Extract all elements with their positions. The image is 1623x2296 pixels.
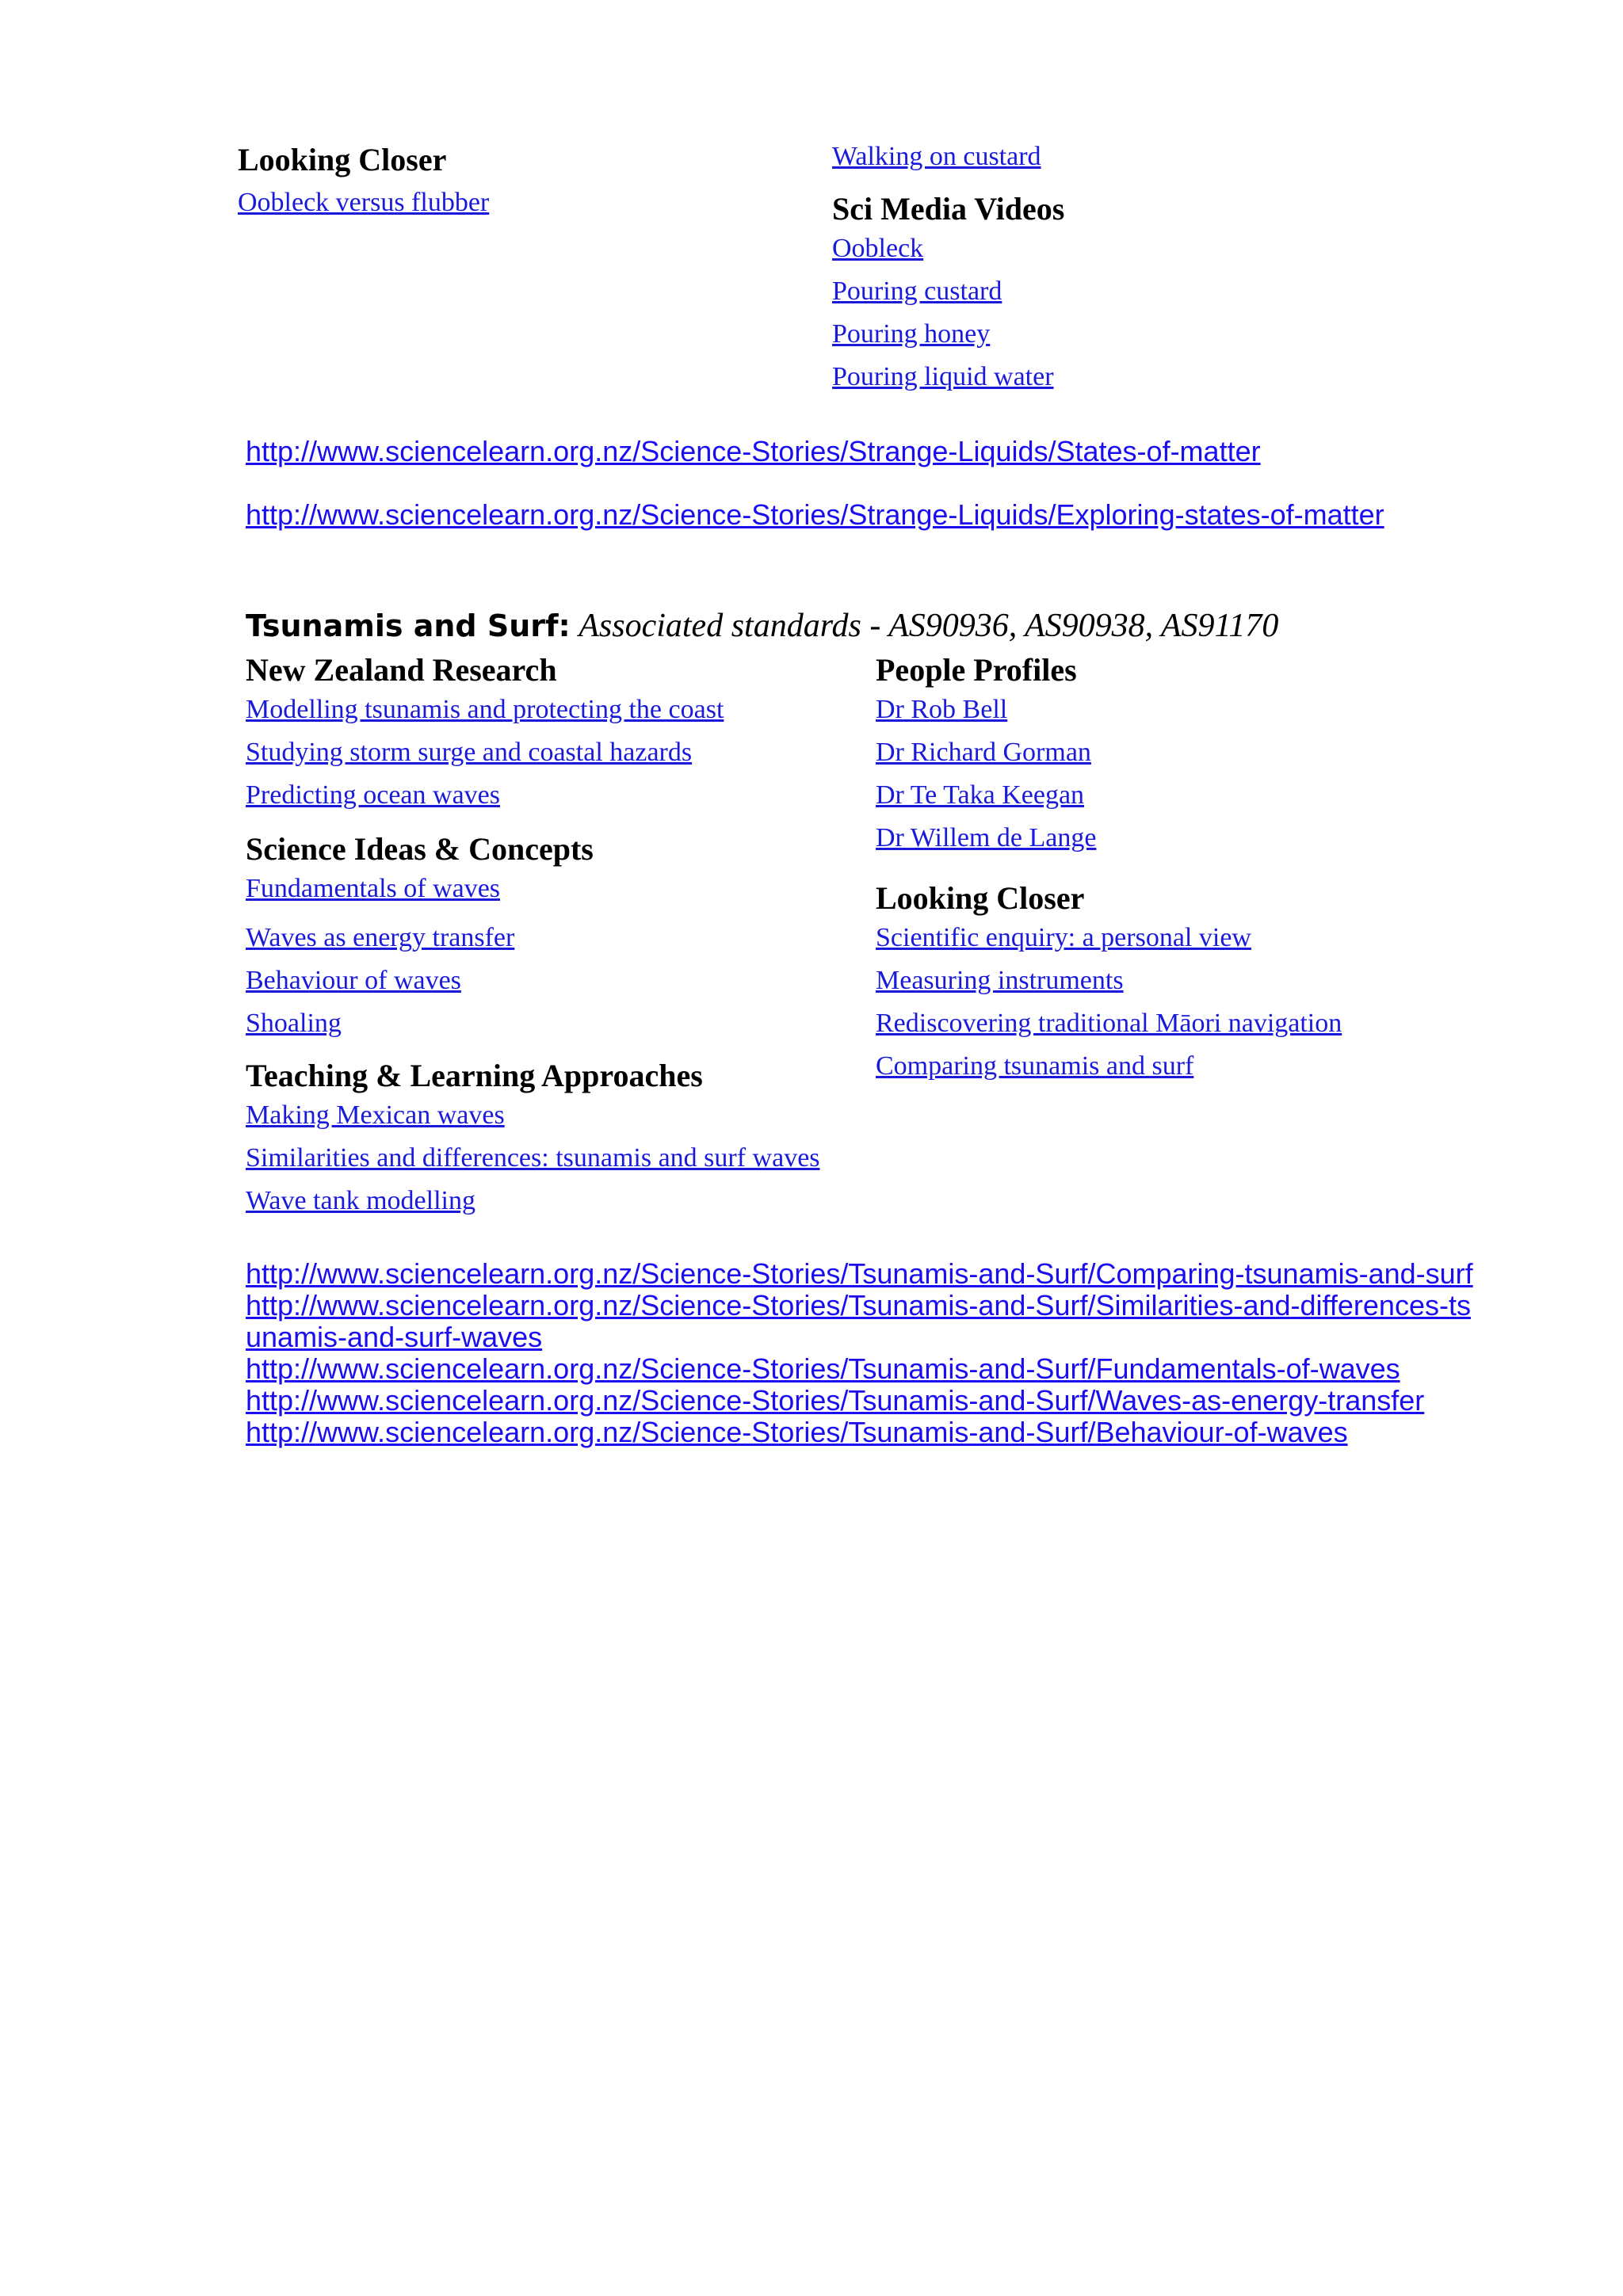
link-dr-te-taka-keegan[interactable]: Dr Te Taka Keegan bbox=[876, 780, 1085, 810]
sl-looking-closer-section bbox=[238, 141, 489, 219]
url-comparing-tsunamis-and-surf[interactable]: http://www.sciencelearn.org.nz/Science-Stories/Tsunamis-and-Surf/Comparing-tsunamis-and-surf bbox=[246, 1257, 1473, 1290]
link-fundamentals-of-waves[interactable]: Fundamentals of waves bbox=[246, 874, 501, 903]
link-rediscovering-maori-navigation[interactable]: Rediscovering traditional Māori navigation bbox=[876, 1009, 1342, 1038]
science-ideas-heading: Science Ideas & Concepts bbox=[246, 831, 594, 867]
link-walking-on-custard[interactable]: Walking on custard bbox=[832, 142, 1041, 171]
link-predicting-ocean-waves[interactable]: Predicting ocean waves bbox=[246, 780, 500, 810]
link-waves-energy-transfer[interactable]: Waves as energy transfer bbox=[246, 923, 515, 952]
tsunamis-title: Tsunamis and Surf: bbox=[246, 608, 571, 643]
link-oobleck-vs-flubber[interactable]: Oobleck versus flubber bbox=[238, 188, 490, 217]
tsunamis-title-line bbox=[246, 607, 1278, 645]
url-behaviour-of-waves[interactable]: http://www.sciencelearn.org.nz/Science-Stories/Tsunamis-and-Surf/Behaviour-of-waves bbox=[246, 1416, 1348, 1448]
link-pouring-custard[interactable]: Pouring custard bbox=[832, 277, 1002, 306]
link-pouring-honey[interactable]: Pouring honey bbox=[832, 319, 991, 349]
link-oobleck[interactable]: Oobleck bbox=[832, 234, 924, 263]
sl-walking-link-wrap bbox=[832, 141, 1041, 173]
link-pouring-liquid-water[interactable]: Pouring liquid water bbox=[832, 362, 1054, 391]
link-studying-storm-surge[interactable]: Studying storm surge and coastal hazards bbox=[246, 738, 693, 767]
sl-url-2-wrap bbox=[246, 499, 1384, 531]
sl-url-1-wrap bbox=[246, 436, 1261, 467]
link-dr-richard-gorman[interactable]: Dr Richard Gorman bbox=[876, 738, 1091, 767]
link-comparing-tsunamis-and-surf[interactable]: Comparing tsunamis and surf bbox=[876, 1051, 1194, 1081]
url-states-of-matter[interactable]: http://www.sciencelearn.org.nz/Science-Stories/Strange-Liquids/States-of-matter bbox=[246, 435, 1261, 467]
nz-research-heading: New Zealand Research bbox=[246, 652, 557, 688]
link-modelling-tsunamis[interactable]: Modelling tsunamis and protecting the coast bbox=[246, 695, 724, 724]
link-dr-willem-de-lange[interactable]: Dr Willem de Lange bbox=[876, 823, 1097, 852]
people-profiles-section bbox=[876, 651, 1096, 854]
teaching-section bbox=[246, 1057, 820, 1217]
sl-sci-media-section bbox=[832, 190, 1064, 393]
teaching-heading: Teaching & Learning Approaches bbox=[246, 1058, 703, 1093]
sl-looking-closer-heading: Looking Closer bbox=[238, 142, 447, 177]
url-similarities-and-differences[interactable]: http://www.sciencelearn.org.nz/Science-Stories/Tsunamis-and-Surf/Similarities-and-differences-tsunamis-and-surf-waves bbox=[246, 1289, 1471, 1353]
ts-looking-closer-heading: Looking Closer bbox=[876, 880, 1085, 916]
link-shoaling[interactable]: Shoaling bbox=[246, 1009, 342, 1038]
link-dr-rob-bell[interactable]: Dr Rob Bell bbox=[876, 695, 1008, 724]
url-waves-as-energy-transfer[interactable]: http://www.sciencelearn.org.nz/Science-Stories/Tsunamis-and-Surf/Waves-as-energy-transfer bbox=[246, 1384, 1425, 1417]
link-wave-tank-modelling[interactable]: Wave tank modelling bbox=[246, 1186, 475, 1215]
tsunamis-url-list bbox=[246, 1258, 1482, 1448]
nz-research-section bbox=[246, 651, 724, 811]
ts-looking-closer-section bbox=[876, 879, 1342, 1082]
people-profiles-heading: People Profiles bbox=[876, 652, 1077, 688]
associated-standards: Associated standards - AS90936, AS90938, AS91170 bbox=[579, 608, 1279, 644]
link-measuring-instruments[interactable]: Measuring instruments bbox=[876, 966, 1124, 995]
sci-media-heading: Sci Media Videos bbox=[832, 191, 1065, 227]
science-ideas-section bbox=[246, 830, 594, 1039]
link-making-mexican-waves[interactable]: Making Mexican waves bbox=[246, 1100, 505, 1130]
url-fundamentals-of-waves[interactable]: http://www.sciencelearn.org.nz/Science-Stories/Tsunamis-and-Surf/Fundamentals-of-waves bbox=[246, 1352, 1400, 1385]
link-behaviour-of-waves[interactable]: Behaviour of waves bbox=[246, 966, 461, 995]
link-similarities-differences[interactable]: Similarities and differences: tsunamis and surf waves bbox=[246, 1143, 820, 1173]
link-scientific-enquiry[interactable]: Scientific enquiry: a personal view bbox=[876, 923, 1251, 952]
url-exploring-states-of-matter[interactable]: http://www.sciencelearn.org.nz/Science-Stories/Strange-Liquids/Exploring-states-of-matter bbox=[246, 498, 1384, 531]
